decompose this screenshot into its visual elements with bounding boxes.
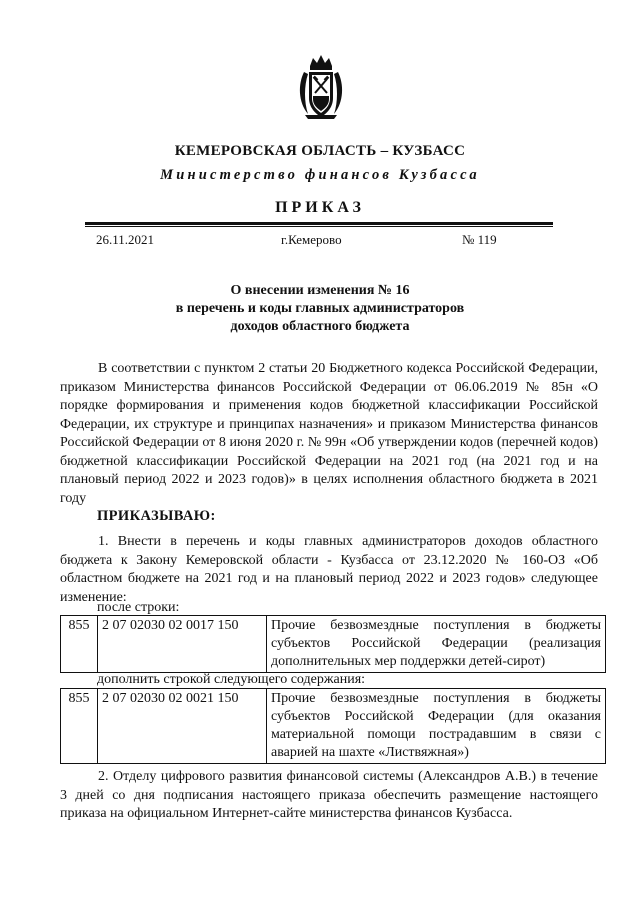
document-type-title: ПРИКАЗ	[275, 199, 365, 216]
header-divider-thin	[85, 226, 553, 227]
subject-line: О внесении изменения № 16	[230, 283, 410, 298]
coat-of-arms-emblem	[296, 52, 346, 122]
revenue-name-cell: Прочие безвозмездные поступления в бюджеты субъектов Российской Федерации (для оказания материальной помощи пострадавшим в связи с аварией на шахте «Листвяжная»)	[267, 689, 606, 764]
supplement-row-label: дополнить строкой следующего содержания:	[97, 672, 366, 687]
header-divider-thick	[85, 222, 553, 225]
kbk-code-cell: 2 07 02030 02 0017 150	[98, 616, 267, 673]
table-row	[61, 689, 606, 764]
admin-code-cell: 855	[61, 689, 98, 764]
preamble-paragraph: В соответствии с пунктом 2 статьи 20 Бюджетного кодекса Российской Федерации, приказом Министерства финансов Российской Федерации от 06.06.2019 № 85н «О порядке формирования и применения кодов бюджетной классификации Российской Федерации, их структуре и принципах назначения» и приказом Министерства финансов Российской Федерации от 8 июня 2020 г. № 99н «Об утверждении кодов (перечней кодов) бюджетной классификации Российской Федерации на 2021 год (на 2021 год и на плановый период 2022 и 2023 годов)» в целях исполнения областного бюджета в 2021 году	[60, 361, 598, 506]
subject-line: в перечень и коды главных администраторов	[175, 301, 465, 316]
admin-code-cell: 855	[61, 616, 98, 673]
document-city: г.Кемерово	[281, 232, 342, 247]
document-number: № 119	[462, 232, 497, 247]
subject-line: доходов областного бюджета	[230, 319, 410, 334]
ministry-name: Министерство финансов Кузбасса	[160, 167, 480, 183]
after-row-label: после строки:	[97, 600, 180, 615]
item-1-paragraph: 1. Внести в перечень и коды главных администраторов доходов областного бюджета к Закону Кемеровской области - Кузбасса от 23.12.2020 № 160-ОЗ «Об областном бюджете на 2021 год и на плановый период 2022 и 2023 годов» следующее изменение:	[60, 534, 598, 605]
item-2-paragraph: 2. Отделу цифрового развития финансовой системы (Александров А.В.) в течение 3 дней со дня подписания настоящего приказа обеспечить размещение настоящего приказа на официальном Интернет-сайте министерства финансов Кузбасса.	[60, 769, 598, 821]
table-row	[61, 616, 606, 673]
region-title: КЕМЕРОВСКАЯ ОБЛАСТЬ – КУЗБАСС	[174, 143, 466, 159]
revenue-name-cell: Прочие безвозмездные поступления в бюджеты субъектов Российской Федерации (реализация дополнительных мер поддержки детей-сирот)	[267, 616, 606, 673]
existing-row-table	[60, 615, 606, 673]
order-directive-word: ПРИКАЗЫВАЮ:	[97, 508, 216, 524]
document-date: 26.11.2021	[96, 232, 155, 247]
kbk-code-cell: 2 07 02030 02 0021 150	[98, 689, 267, 764]
new-row-table	[60, 688, 606, 764]
document-subject	[0, 282, 640, 336]
